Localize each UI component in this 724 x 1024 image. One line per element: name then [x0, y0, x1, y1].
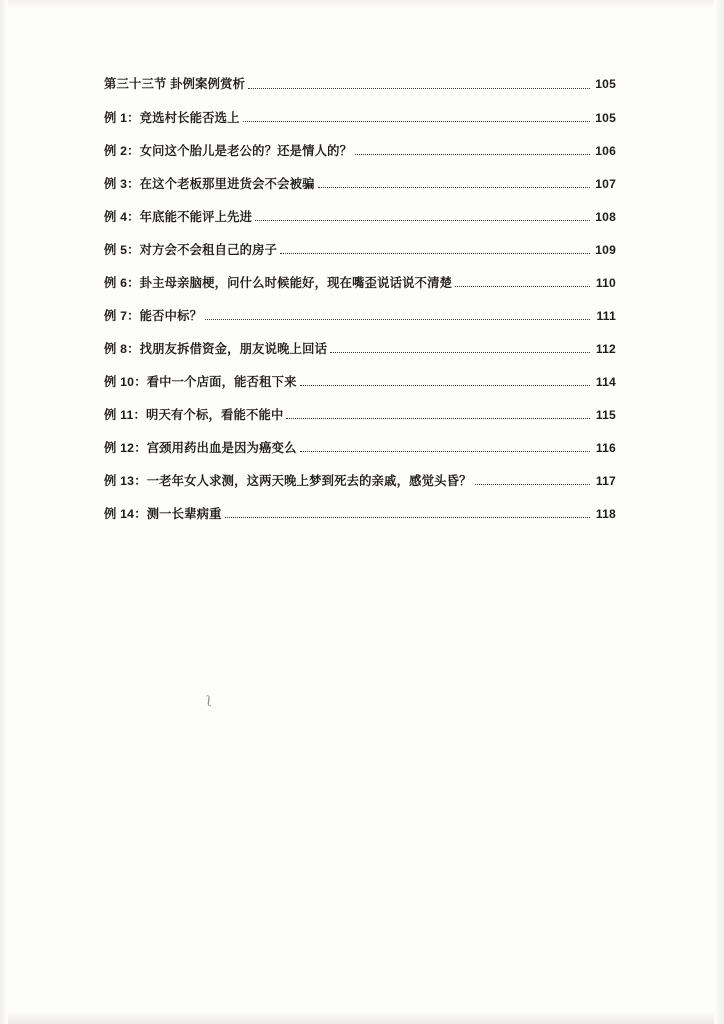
- toc-entry-page: 106: [595, 143, 616, 158]
- toc-entry: [104, 343, 616, 357]
- toc-entry-page: 105: [595, 110, 616, 125]
- toc-entry-page: 110: [595, 275, 616, 290]
- toc-leader-dots: [205, 310, 590, 320]
- toc-entry: [104, 78, 616, 92]
- toc-entry-page: 116: [595, 440, 616, 455]
- toc-entry-label: 例 8：找朋友拆借资金，朋友说晚上回话: [104, 341, 328, 356]
- toc-entry-label: 例 11：明天有个标，看能不能中: [104, 407, 284, 422]
- toc-entry-label: 例 2：女问这个胎儿是老公的？还是情人的？: [104, 143, 353, 158]
- toc-entry-label: 第三十三节 卦例案例赏析: [104, 77, 246, 91]
- toc-leader-dots: [280, 244, 590, 254]
- toc-leader-dots: [225, 508, 590, 518]
- page-edge-left: [0, 0, 8, 1024]
- toc-entry-label: 例 12：宫颈用药出血是因为癌变么: [104, 440, 297, 455]
- toc-leader-dots: [286, 409, 590, 419]
- toc-entry: [104, 409, 616, 423]
- toc-leader-dots: [355, 145, 590, 155]
- toc-leader-dots: [475, 475, 590, 485]
- toc-entry-label: 例 3：在这个老板那里进货会不会被骗: [104, 176, 315, 191]
- toc-leader-dots: [243, 112, 590, 122]
- toc-entry-page: 114: [595, 374, 616, 389]
- toc-entry-label: 例 7：能否中标？: [104, 308, 203, 323]
- page-edge-bottom: [0, 1010, 724, 1024]
- toc-entry-page: 115: [595, 407, 616, 422]
- toc-entry: [104, 112, 616, 126]
- toc-entry: [104, 508, 616, 522]
- toc-leader-dots: [330, 343, 590, 353]
- toc-entry-label: 例 14：测一长辈病重: [104, 506, 222, 521]
- toc-entry-page: 105: [595, 77, 616, 92]
- toc-entry: [104, 310, 616, 324]
- toc-leader-dots: [248, 79, 590, 89]
- toc-leader-dots: [455, 277, 590, 287]
- toc-entry: [104, 277, 616, 291]
- toc-entry-label: 例 1：竞选村长能否选上: [104, 110, 240, 125]
- toc-entry-page: 108: [595, 209, 616, 224]
- toc-leader-dots: [300, 376, 590, 386]
- toc-entry-page: 118: [595, 506, 616, 521]
- toc-entry: [104, 475, 616, 489]
- toc-entry-label: 例 4：年底能不能评上先进: [104, 209, 253, 224]
- toc-entry-page: 109: [595, 242, 616, 257]
- table-of-contents: [104, 78, 616, 541]
- toc-entry-label: 例 10：看中一个店面，能否租下来: [104, 374, 297, 389]
- toc-entry-page: 111: [596, 308, 616, 323]
- stray-pencil-mark: ʅ: [204, 693, 214, 711]
- toc-entry: [104, 178, 616, 192]
- toc-entry-page: 107: [595, 176, 616, 191]
- toc-entry: [104, 442, 616, 456]
- toc-entry-label: 例 5：对方会不会租自己的房子: [104, 242, 278, 257]
- toc-entry: [104, 145, 616, 159]
- toc-entry: [104, 244, 616, 258]
- toc-entry-page: 112: [595, 341, 616, 356]
- toc-entry: [104, 211, 616, 225]
- toc-leader-dots: [300, 442, 590, 452]
- toc-leader-dots: [318, 178, 590, 188]
- toc-entry-label: 例 6：卦主母亲脑梗，问什么时候能好，现在嘴歪说话说不清楚: [104, 275, 453, 290]
- toc-entry: [104, 376, 616, 390]
- page-edge-top: [0, 0, 724, 10]
- toc-entry-page: 117: [595, 473, 616, 488]
- toc-leader-dots: [255, 211, 590, 221]
- toc-entry-label: 例 13：一老年女人求测，这两天晚上梦到死去的亲戚，感觉头昏？: [104, 473, 472, 488]
- page-edge-right: [714, 0, 724, 1024]
